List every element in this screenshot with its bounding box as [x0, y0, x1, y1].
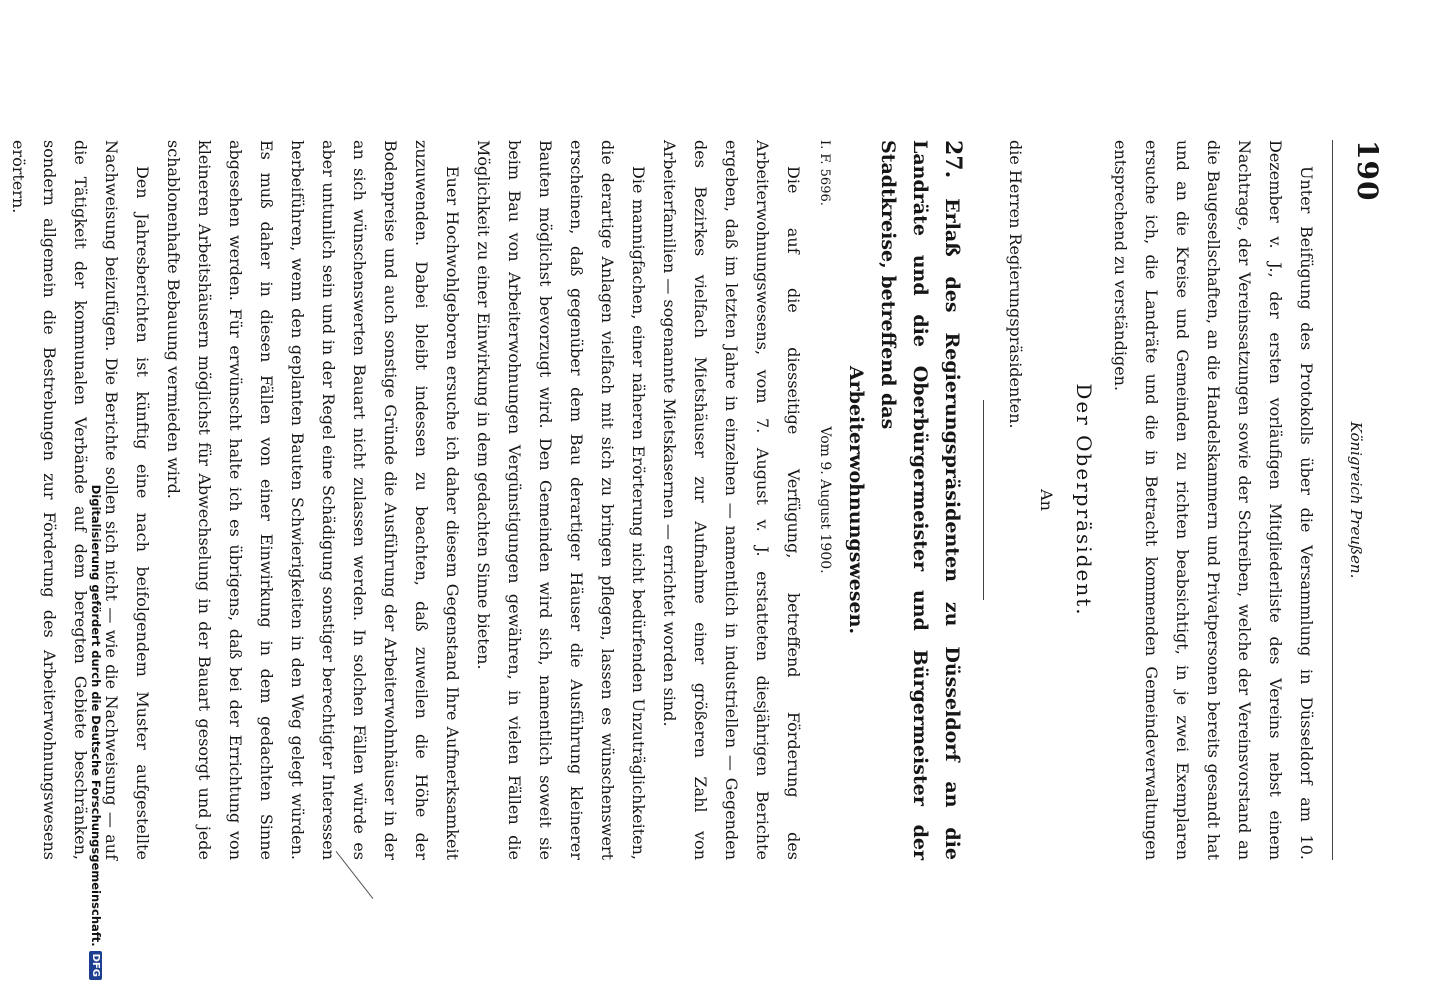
address-recipient: die Herren Regierungspräsidenten. [1006, 140, 1025, 429]
section-erlass [0, 140, 969, 860]
digitization-credit-text: Digitalisierung gefördert durch die Deutsche Forschungsgemeinschaft. [89, 484, 103, 947]
body-paragraph: Den Jahresberichten ist künftig eine nach beifolgendem Muster aufgestellte Nachweisung beizufügen. Die Berichte sollen sich nicht — wie die Nachweisung — auf die Tätigkeit der kommunalen Verbände auf dem beregten Gebiete beschränken, sondern allgemein die Bestrebungen zur Förderung des Arbeiterwohnungswesens erörtern. [9, 140, 152, 860]
page-number: 190 [1351, 140, 1384, 202]
decree-meta [809, 140, 840, 860]
body-paragraph: Die auf die diesseitige Verfügung, betreffend Förderung des Arbeiterwohnungswesens, vom 7. August v. J. erstatteten diesjährigen Berichte ergeben, daß im letzten Jahre in einzelnen — namentlich in industriellen — Gegenden des Bezirkes vielfach Mietshäuser zur Aufnahme einer größeren Zahl von Arbeiterfamilien — sogenannte Mietskasernen — errichtet worden sind. [660, 140, 803, 860]
decree-title-last: Arbeiterwohnungswesen. [845, 365, 867, 635]
section-divider [983, 400, 984, 600]
intro-paragraph: Unter Beifügung des Protokolls über die Versammlung in Düsseldorf am 10. Dezember v. J., der ersten vorläufigen Mitgliederliste des Vereins nebst einem Nachtrage, der Vereinssatzungen sowie der Schreiben, welche der Vereinsvorstand an die Baugesellschaften, an die Handelskammern und Privatpersonen bereits gesandt hat und an die Kreise und Gemeinden zu richten beabsichtigt, in je zwei Exemplaren ersuche ich, die Landräte und die in Betracht kommenden Gemeindeverwaltungen entsprechend zu verständigen. [1111, 140, 1316, 860]
digitization-credit [89, 20, 103, 980]
reference-number: I. F. 5696. [817, 140, 832, 206]
page-header [1332, 140, 1385, 860]
dfg-logo: DFG [89, 951, 102, 980]
decree-number: 27. [940, 140, 966, 179]
decree-date: Vom 9. August 1900. [817, 426, 833, 574]
address-an: An [1037, 489, 1056, 511]
body-paragraph: Die mannigfachen, einer näheren Erörterung nicht bedürfenden Unzuträglichkeiten, die derartige Anlagen vielfach mit sich zu bringen pflegen, lassen es wünschenswert erscheinen, daß gegenüber dem Bau derartiger Häuser die Ausführung kleinerer Bauten möglichst bevorzugt wird. Den Gemeinden wird sich, namentlich soweit sie beim Bau von Arbeiterwohnungen Vergünstigungen gewähren, in vielen Fällen die Möglichkeit zu einer Einwirkung in dem gedachten Sinne bieten. [474, 140, 648, 860]
section-oberpraesident [1000, 140, 1322, 860]
decree-title-text: Erlaß des Regierungspräsidenten zu Düsseldorf an die Landräte und die Oberbürgermeister und Bürgermeister der Stadtkreise, betreffend das [877, 140, 963, 860]
text-column [0, 140, 1385, 860]
body-paragraph: Euer Hochwohlgeboren ersuche ich daher diesem Gegenstand Ihre Aufmerksamkeit zuzuwenden. Dabei bleibt indessen zu beachten, daß zuweilen die Höhe der Bodenpreise und auch sonstige Gründe die Ausführung der Arbeiterwohnhäuser in der an sich wünschenswerten Bauart nicht zulassen werden. In solchen Fällen würde es aber untunlich sein und in der Regel eine Schädigung sonstiger berechtigter Interessen herbeiführen, wenn den geplanten Bauten Schwierigkeiten in den Weg gelegt würden. Es muß daher in diesen Fällen von einer Einwirkung in dem gedachten Sinne abgesehen werden. Für erwünscht halte ich es übrigens, daß bei der Errichtung von kleineren Arbeitshäusern möglichst für Abwechselung in der Bauart gesorgt und jede schablonenhafte Bebauung vermieden wird. [164, 140, 462, 860]
decree-title [840, 140, 969, 860]
signature-oberpraesident: Der Oberpräsident. [1072, 383, 1096, 617]
running-head: Königreich Preußen. [1347, 421, 1365, 579]
body-paragraph [0, 140, 3, 860]
